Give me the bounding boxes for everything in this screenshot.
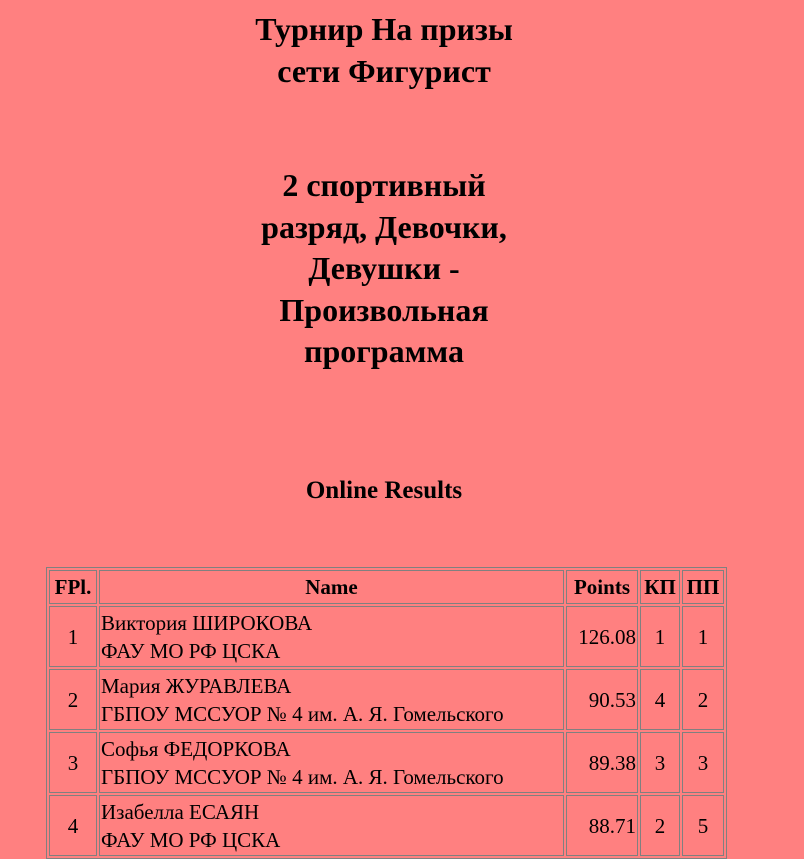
cell-kp: 3	[640, 732, 680, 793]
cell-name	[99, 669, 564, 730]
table-row	[49, 606, 724, 667]
results-table	[46, 567, 727, 859]
skater-name: Виктория ШИРОКОВА	[101, 610, 313, 635]
skater-name: Софья ФЕДОРКОВА	[101, 736, 291, 761]
cell-pp: 3	[682, 732, 724, 793]
cell-points: 126.08	[566, 606, 638, 667]
category-title: 2 спортивный разряд, Девочки, Девушки - Произвольная программа	[261, 167, 507, 369]
cell-place: 2	[49, 669, 97, 730]
cell-name	[99, 732, 564, 793]
header-points: Points	[566, 570, 638, 604]
skater-name: Мария ЖУРАВЛЕВА	[101, 673, 292, 698]
results-header-row	[49, 570, 724, 604]
cell-points: 89.38	[566, 732, 638, 793]
cell-place: 3	[49, 732, 97, 793]
cell-pp: 2	[682, 669, 724, 730]
table-row	[49, 669, 724, 730]
cell-kp: 2	[640, 795, 680, 856]
skater-club: ГБПОУ МССУОР № 4 им. А. Я. Гомельского	[101, 764, 504, 789]
online-results-heading: Online Results	[305, 477, 463, 504]
table-row	[49, 732, 724, 793]
cell-name	[99, 795, 564, 856]
cell-points: 90.53	[566, 669, 638, 730]
cell-pp: 1	[682, 606, 724, 667]
cell-name	[99, 606, 564, 667]
cell-kp: 4	[640, 669, 680, 730]
cell-kp: 1	[640, 606, 680, 667]
skater-club: ГБПОУ МССУОР № 4 им. А. Я. Гомельского	[101, 701, 504, 726]
skater-club: ФАУ МО РФ ЦСКА	[101, 827, 281, 852]
skater-name: Изабелла ЕСАЯН	[101, 799, 260, 824]
event-title: Турнир На призы сети Фигурист	[255, 11, 513, 89]
cell-place: 1	[49, 606, 97, 667]
cell-pp: 5	[682, 795, 724, 856]
header-pp: ПП	[682, 570, 724, 604]
header-fpl: FPl.	[49, 570, 97, 604]
header-kp: КП	[640, 570, 680, 604]
cell-points: 88.71	[566, 795, 638, 856]
cell-place: 4	[49, 795, 97, 856]
skater-club: ФАУ МО РФ ЦСКА	[101, 638, 281, 663]
header-name: Name	[99, 570, 564, 604]
table-row	[49, 795, 724, 856]
